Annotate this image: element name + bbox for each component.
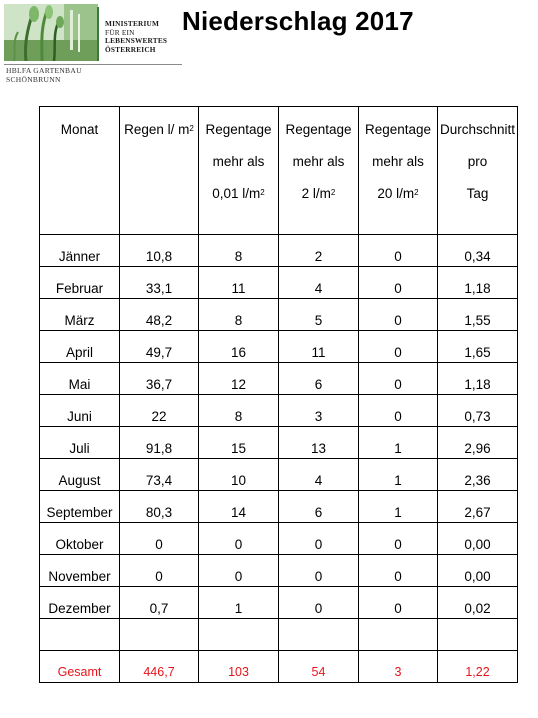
- cell-days-001: 16: [199, 331, 279, 363]
- cell-month: November: [40, 555, 120, 587]
- cell-month: Oktober: [40, 523, 120, 555]
- school-line: SCHÖNBRUNN: [6, 74, 61, 84]
- cell-days-001: Regentage: [199, 107, 279, 139]
- table-row: [40, 235, 518, 267]
- total-row: [40, 651, 518, 683]
- cell-month: [40, 139, 120, 171]
- cell-avg: [438, 203, 518, 235]
- cell-month: März: [40, 299, 120, 331]
- cell-avg: 0,34: [438, 235, 518, 267]
- ministry-name: [105, 20, 190, 54]
- cell-rain: 48,2: [120, 299, 199, 331]
- table-row: [40, 331, 518, 363]
- school-name: [6, 67, 82, 84]
- cell-rain: 22: [120, 395, 199, 427]
- cell-avg: 2,36: [438, 459, 518, 491]
- cell-days-001: 12: [199, 363, 279, 395]
- cell-avg: 2,96: [438, 427, 518, 459]
- cell-avg: [438, 619, 518, 651]
- cell-days-2: 4: [279, 267, 359, 299]
- cell-days-001: 8: [199, 299, 279, 331]
- cell-avg: 0,00: [438, 523, 518, 555]
- table-row: [40, 555, 518, 587]
- cell-avg: 0,02: [438, 587, 518, 619]
- cell-rain: 0: [120, 523, 199, 555]
- cell-rain: [120, 619, 199, 651]
- cell-rain: [120, 171, 199, 203]
- cell-rain: 91,8: [120, 427, 199, 459]
- cell-rain: 49,7: [120, 331, 199, 363]
- cell-days-2: 0: [279, 587, 359, 619]
- cell-days-001: 0: [199, 523, 279, 555]
- cell-month: April: [40, 331, 120, 363]
- cell-days-001: 1: [199, 587, 279, 619]
- cell-days-001: 8: [199, 395, 279, 427]
- cell-days-20: 0: [359, 331, 438, 363]
- cell-month: September: [40, 491, 120, 523]
- cell-rain: 0: [120, 555, 199, 587]
- cell-avg: 1,22: [438, 651, 518, 683]
- cell-month: Jänner: [40, 235, 120, 267]
- ministry-line: MINISTERIUM: [105, 19, 160, 28]
- cell-rain: 73,4: [120, 459, 199, 491]
- cell-days-20: 1: [359, 427, 438, 459]
- cell-days-2: 0: [279, 523, 359, 555]
- cell-rain: 0,7: [120, 587, 199, 619]
- cell-days-2: 6: [279, 491, 359, 523]
- cell-days-20: 0: [359, 555, 438, 587]
- cell-days-2: 13: [279, 427, 359, 459]
- cell-days-001: 0,01 $l/m^2$: [199, 171, 279, 203]
- cell-month: Juli: [40, 427, 120, 459]
- cell-days-2: 11: [279, 331, 359, 363]
- cell-days-2: 3: [279, 395, 359, 427]
- cell-rain: 10,8: [120, 235, 199, 267]
- cell-days-001: 103: [199, 651, 279, 683]
- cell-days-2: 4: [279, 459, 359, 491]
- table-row: [40, 299, 518, 331]
- cell-rain: [120, 139, 199, 171]
- ministry-line: ÖSTERREICH: [105, 44, 156, 54]
- cell-days-20: 20 $l/m^2$: [359, 171, 438, 203]
- cell-days-20: Regentage: [359, 107, 438, 139]
- cell-days-2: 2 $l/m^2$: [279, 171, 359, 203]
- cell-days-20: 1: [359, 459, 438, 491]
- cell-days-20: 3: [359, 651, 438, 683]
- cell-rain: 446,7: [120, 651, 199, 683]
- cell-days-001: mehr als: [199, 139, 279, 171]
- cell-days-001: 14: [199, 491, 279, 523]
- header-row: [40, 203, 518, 235]
- cell-days-20: 0: [359, 299, 438, 331]
- cell-avg: 0,00: [438, 555, 518, 587]
- cell-days-2: Regentage: [279, 107, 359, 139]
- cell-month: Dezember: [40, 587, 120, 619]
- cell-days-2: 0: [279, 555, 359, 587]
- cell-avg: Durchschnitt: [438, 107, 518, 139]
- cell-days-20: [359, 619, 438, 651]
- cell-days-001: 8: [199, 235, 279, 267]
- cell-rain: [120, 203, 199, 235]
- blank-row: [40, 619, 518, 651]
- cell-avg: 1,65: [438, 331, 518, 363]
- cell-month: Monat: [40, 107, 120, 139]
- cell-avg: 1,18: [438, 363, 518, 395]
- cell-days-20: 1: [359, 491, 438, 523]
- cell-days-001: [199, 619, 279, 651]
- cell-days-20: 0: [359, 235, 438, 267]
- page-title: Niederschlag 2017: [182, 6, 414, 36]
- table-row: [40, 363, 518, 395]
- ministry-logo: [4, 4, 182, 84]
- cell-month: Gesamt: [40, 651, 120, 683]
- table-row: [40, 523, 518, 555]
- table-row: [40, 395, 518, 427]
- cell-days-2: 5: [279, 299, 359, 331]
- logo-rule: [4, 64, 182, 65]
- ministry-line: FÜR EIN: [105, 27, 135, 37]
- cell-avg: 1,55: [438, 299, 518, 331]
- cell-month: August: [40, 459, 120, 491]
- cell-month: Mai: [40, 363, 120, 395]
- cell-days-20: 0: [359, 587, 438, 619]
- header-row: [40, 171, 518, 203]
- cell-avg: pro: [438, 139, 518, 171]
- ministry-line: LEBENSWERTES: [105, 36, 168, 46]
- table-row: [40, 491, 518, 523]
- cell-month: [40, 203, 120, 235]
- precipitation-table: [39, 106, 518, 683]
- school-line: HBLFA GARTENBAU: [6, 66, 82, 75]
- cell-days-2: 54: [279, 651, 359, 683]
- cell-rain: 33,1: [120, 267, 199, 299]
- cell-days-001: 0: [199, 555, 279, 587]
- cell-days-20: 0: [359, 363, 438, 395]
- cell-days-2: mehr als: [279, 139, 359, 171]
- cell-days-20: [359, 203, 438, 235]
- cell-rain: Regen l/ $m^2$: [120, 107, 199, 139]
- table-row: [40, 459, 518, 491]
- cell-days-20: 0: [359, 395, 438, 427]
- table-row: [40, 427, 518, 459]
- cell-avg: 1,18: [438, 267, 518, 299]
- cell-days-2: [279, 619, 359, 651]
- header-row: [40, 139, 518, 171]
- cell-days-001: 15: [199, 427, 279, 459]
- table-row: [40, 587, 518, 619]
- cell-rain: 36,7: [120, 363, 199, 395]
- cell-days-2: 2: [279, 235, 359, 267]
- cell-days-001: [199, 203, 279, 235]
- cell-rain: 80,3: [120, 491, 199, 523]
- header-row: [40, 107, 518, 139]
- cell-avg: 0,73: [438, 395, 518, 427]
- cell-avg: 2,67: [438, 491, 518, 523]
- cell-days-2: [279, 203, 359, 235]
- cell-days-20: 0: [359, 267, 438, 299]
- cell-month: Februar: [40, 267, 120, 299]
- logo-divider: [97, 7, 99, 61]
- cell-avg: Tag: [438, 171, 518, 203]
- cell-days-20: mehr als: [359, 139, 438, 171]
- cell-days-001: 10: [199, 459, 279, 491]
- cell-month: [40, 619, 120, 651]
- cell-days-001: 11: [199, 267, 279, 299]
- cell-days-20: 0: [359, 523, 438, 555]
- cell-days-2: 6: [279, 363, 359, 395]
- logo-plant-image: [4, 4, 98, 61]
- cell-month: Juni: [40, 395, 120, 427]
- cell-month: [40, 171, 120, 203]
- table-row: [40, 267, 518, 299]
